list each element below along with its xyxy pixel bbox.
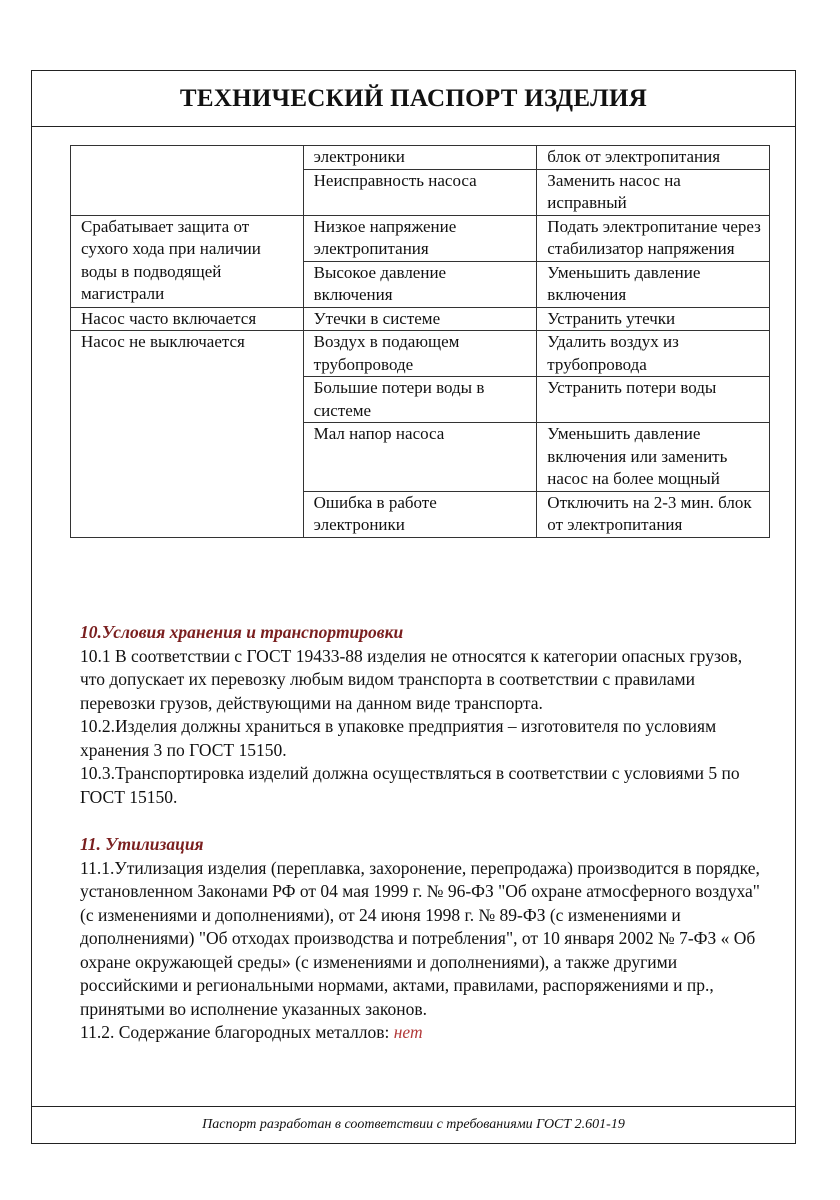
fault-cell: Насос часто включается	[71, 307, 304, 331]
paragraph-11-2	[80, 1021, 770, 1045]
remedy-cell: Устранить утечки	[537, 307, 770, 331]
cause-cell: Воздух в подающем трубопроводе	[303, 331, 537, 377]
cause-cell: Ошибка в работе электроники	[303, 491, 537, 537]
table-row	[71, 331, 770, 377]
title-bar	[32, 71, 795, 127]
footer-text: Паспорт разработан в соответствии с требованиями ГОСТ 2.601-19	[202, 1117, 625, 1132]
section-11-heading: 11. Утилизация	[80, 834, 204, 854]
passport-frame	[31, 70, 796, 1144]
section-10-heading: 10.Условия хранения и транспортировки	[80, 622, 404, 642]
cause-cell: Большие потери воды в системе	[303, 377, 537, 423]
fault-cell: Срабатывает защита от сухого хода при наличии воды в подводящей магистрали	[71, 215, 304, 307]
remedy-cell: Уменьшить давление включения или заменить насос на более мощный	[537, 423, 770, 492]
cause-cell: Неисправность насоса	[303, 169, 537, 215]
paragraph-10-1: 10.1 В соответствии с ГОСТ 19433-88 изделия не относятся к категории опасных грузов, что допускает их перевозку любым видом транспорта в соответствии с правилами перевозки грузов, действующими на данном виде транспорта.	[80, 645, 743, 713]
table-row	[71, 307, 770, 331]
remedy-cell: Удалить воздух из трубопровода	[537, 331, 770, 377]
cause-cell: Мал напор насоса	[303, 423, 537, 492]
remedy-cell: Подать электропитание через стабилизатор напряжения	[537, 215, 770, 261]
paragraph-10-3: 10.3.Транспортировка изделий должна осуществляться в соответствии с условиями 5 по ГОСТ 15150.	[80, 763, 740, 807]
document-body	[80, 621, 770, 1045]
section-gap	[80, 809, 770, 833]
remedy-cell: Отключить на 2-3 мин. блок от электропитания	[537, 491, 770, 537]
table-row	[71, 215, 770, 261]
remedy-cell: Уменьшить давление включения	[537, 261, 770, 307]
cause-cell: Высокое давление включения	[303, 261, 537, 307]
remedy-cell: блок от электропитания	[537, 146, 770, 170]
fault-cell: Насос не выключается	[71, 331, 304, 538]
cause-cell: электроники	[303, 146, 537, 170]
precious-metals-value: нет	[393, 1022, 423, 1042]
paragraph-11-1: 11.1.Утилизация изделия (переплавка, захоронение, перепродажа) производится в порядке, установленном Законами РФ от 04 мая 1999 г. № 96-ФЗ "Об охране атмосферного воздуха" (с изменениями и дополнениями), от 24 июня 1998 г. № 89-ФЗ (с изменениями и дополнениями) "Об отходах производства и потребления", от 10 января 2002 № 7-ФЗ « Об охране окружающей среды» (с изменениями и дополнениями), а также другими российскими и региональными нормами, актами, правилами, распоряжениями и пр., принятыми во исполнение указанных законов.	[80, 857, 760, 1019]
cause-cell: Утечки в системе	[303, 307, 537, 331]
precious-metals-label: 11.2. Содержание благородных металлов:	[80, 1022, 390, 1042]
paragraph-10-2: 10.2.Изделия должны храниться в упаковке предприятия – изготовителя по условиям хранения 3 по ГОСТ 15150.	[80, 716, 717, 760]
remedy-cell: Заменить насос на исправный	[537, 169, 770, 215]
fault-cell	[71, 146, 304, 216]
remedy-cell: Устранить потери воды	[537, 377, 770, 423]
table-row	[71, 146, 770, 170]
footer-bar	[32, 1106, 795, 1143]
cause-cell: Низкое напряжение электропитания	[303, 215, 537, 261]
page-title: ТЕХНИЧЕСКИЙ ПАСПОРТ ИЗДЕЛИЯ	[179, 84, 648, 112]
troubleshooting-table	[70, 145, 770, 538]
